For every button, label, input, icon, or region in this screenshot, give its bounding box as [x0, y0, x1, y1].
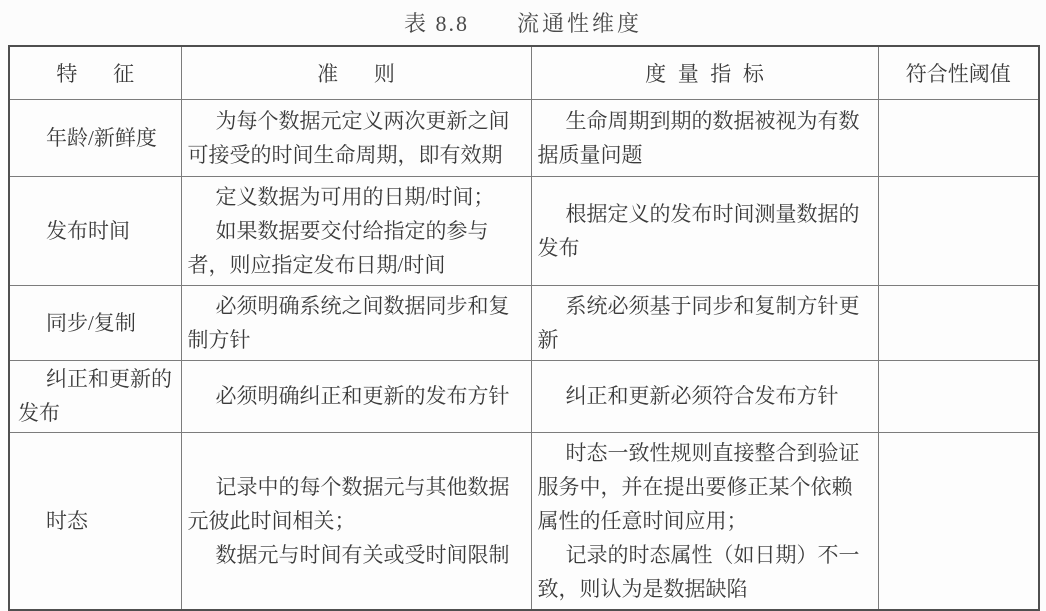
cell-paragraph: 根据定义的发布时间测量数据的发布: [537, 201, 860, 260]
metric-cell: [531, 176, 878, 285]
criterion-cell: [181, 285, 531, 360]
criterion-cell: [181, 360, 531, 432]
header-row: [9, 46, 1039, 99]
cell-paragraph: 定义数据为可用的日期/时间；: [215, 184, 495, 209]
table-row: [9, 176, 1039, 285]
feature-cell: [9, 176, 181, 285]
cell-paragraph: 时态: [46, 508, 88, 533]
feature-cell: [9, 99, 181, 176]
col-header-feature: [9, 46, 181, 99]
criterion-cell: [181, 99, 531, 176]
metric-cell: [531, 99, 878, 176]
cell-paragraph: 年龄/新鲜度: [46, 125, 157, 150]
table-row: [9, 432, 1039, 610]
threshold-cell: [878, 285, 1039, 360]
metric-cell: [531, 360, 878, 432]
cell-paragraph: 纠正和更新的发布: [18, 367, 172, 425]
cell-paragraph: 必须明确系统之间数据同步和复制方针: [187, 293, 510, 352]
threshold-cell: [878, 176, 1039, 285]
feature-cell: [9, 360, 181, 432]
feature-cell: [9, 432, 181, 610]
col-header-metric-label: 度量指标: [645, 61, 776, 86]
page-title: 流通性维度: [517, 11, 643, 36]
criterion-cell: [181, 176, 531, 285]
col-header-metric: [531, 46, 878, 99]
col-header-criterion: [181, 46, 531, 99]
table-caption: [0, 0, 1046, 43]
threshold-cell: [878, 99, 1039, 176]
cell-paragraph: 如果数据要交付给指定的参与者，则应指定发布日期/时间: [187, 218, 489, 277]
col-header-threshold: [878, 46, 1039, 99]
cell-paragraph: 纠正和更新必须符合发布方针: [565, 384, 839, 408]
currency-dimension-table: [8, 45, 1040, 611]
metric-cell: [531, 432, 878, 610]
table-row: [9, 360, 1039, 432]
cell-paragraph: 为每个数据元定义两次更新之间可接受的时间生命周期，即有效期: [187, 108, 510, 167]
col-header-threshold-label: 符合性阈值: [905, 61, 1011, 86]
cell-paragraph: 发布时间: [46, 218, 130, 243]
table-row: [9, 285, 1039, 360]
criterion-cell: [181, 432, 531, 610]
cell-paragraph: 数据元与时间有关或受时间限制: [215, 542, 510, 567]
cell-paragraph: 时态一致性规则直接整合到验证服务中，并在提出要修正某个依赖属性的任意时间应用；: [537, 440, 860, 533]
col-header-criterion-label: 准则: [317, 61, 431, 86]
cell-paragraph: 记录的时态属性（如日期）不一致，则认为是数据缺陷: [537, 542, 860, 601]
feature-cell: [9, 285, 181, 360]
cell-paragraph: 记录中的每个数据元与其他数据元彼此时间相关；: [187, 474, 510, 533]
threshold-cell: [878, 432, 1039, 610]
metric-cell: [531, 285, 878, 360]
col-header-feature-label: 特征: [56, 61, 170, 86]
cell-paragraph: 生命周期到期的数据被视为有数据质量问题: [537, 108, 860, 167]
threshold-cell: [878, 360, 1039, 432]
table-header: [9, 46, 1039, 99]
table-number: 表 8.8: [403, 11, 469, 36]
table-row: [9, 99, 1039, 176]
cell-paragraph: 系统必须基于同步和复制方针更新: [537, 293, 860, 352]
cell-paragraph: 必须明确纠正和更新的发布方针: [215, 384, 510, 408]
cell-paragraph: 同步/复制: [46, 310, 136, 335]
table-body: [9, 99, 1039, 610]
